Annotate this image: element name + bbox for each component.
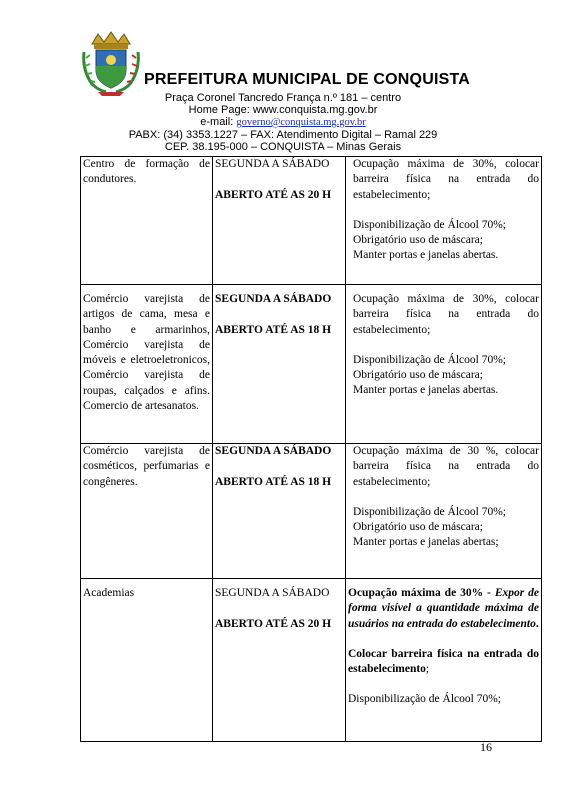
table-row: [81, 579, 542, 742]
rule-item: Obrigatório uso de máscara;: [353, 234, 483, 247]
schedule-cell: [213, 285, 346, 444]
schedule-cell: [213, 444, 346, 579]
rules-cell: [346, 285, 542, 444]
cep-line: CEP. 38.195-000 – CONQUISTA – Minas Gerais: [164, 141, 402, 153]
rules-cell: [346, 579, 542, 742]
days-text: SEGUNDA A SÁBADO: [215, 445, 332, 457]
activity-cell: [81, 579, 213, 742]
rules-cell: [346, 444, 542, 579]
activity-text: Academias: [83, 587, 135, 599]
rule-end-text: .: [535, 617, 539, 630]
rule-main-text: Ocupação máxima de 30%, colocar barreira física na entrada do estabelecimento;: [353, 293, 539, 336]
activity-cell: [81, 157, 213, 285]
rule-barrier-end: ;: [425, 663, 430, 676]
rule-item: Obrigatório uso de máscara;: [353, 521, 483, 534]
rule-item: Manter portas e janelas abertas.: [353, 384, 499, 397]
rule-item: Obrigatório uso de máscara;: [353, 369, 483, 382]
email-link[interactable]: governo@conquista.mg.gov.br: [236, 117, 366, 128]
schedule-cell: [213, 579, 346, 742]
rule-main-text: [348, 586, 539, 632]
rule-main-text: Ocupação máxima de 30%, colocar barreira física na entrada do estabelecimento;: [353, 158, 539, 201]
rules-table: [80, 156, 542, 742]
address-line: Praça Coronel Tancredo França n.º 181 – centro: [164, 92, 402, 104]
rule-italic-text: Expor de forma visível a quantidade máxima de usuários na entrada do estabelecimento: [348, 587, 539, 630]
letterhead: [0, 0, 566, 160]
activity-cell: [81, 444, 213, 579]
table-row: [81, 285, 542, 444]
page-title: PREFEITURA MUNICIPAL DE CONQUISTA: [144, 71, 471, 88]
rule-item: Disponibilização de Álcool 70%;: [353, 353, 506, 366]
homepage-line: Home Page: www.conquista.mg.gov.br: [188, 104, 378, 116]
table-row: [81, 157, 542, 285]
activity-cell: [81, 285, 213, 444]
activity-text: Centro de formação de condutores.: [83, 158, 210, 186]
rule-item: Disponibilização de Álcool 70%;: [353, 218, 506, 231]
rules-cell: [346, 157, 542, 285]
rule-main-text: Ocupação máxima de 30 %, colocar barreira física na entrada do estabelecimento;: [353, 445, 539, 488]
activity-text: Comércio varejista de artigos de cama, mesa e banho e armarinhos, Comércio varejista de móveis e eletroeletronicos, Comércio varejista de roupas, calçados e afins. Comercio de artesanatos.: [83, 293, 210, 413]
rule-item: Manter portas e janelas abertas;: [353, 536, 499, 549]
table-row: [81, 444, 542, 579]
rule-barrier-text: [348, 647, 539, 678]
rule-item: Disponibilização de Álcool 70%;: [353, 505, 506, 518]
page-number: 16: [480, 740, 492, 754]
activity-text: Comércio varejista de cosméticos, perfumarias e congêneres.: [83, 445, 210, 488]
days-text: SEGUNDA A SÁBADO: [215, 587, 330, 599]
schedule-cell: [213, 157, 346, 285]
hours-text: ABERTO ATÉ AS 18 H: [215, 476, 332, 489]
rule-bold-text: Ocupação máxima de 30% -: [348, 587, 495, 599]
email-line: [0, 116, 566, 128]
hours-text: ABERTO ATÉ AS 20 H: [215, 618, 332, 631]
rule-item: Disponibilização de Álcool 70%;: [348, 693, 501, 706]
rule-item: Manter portas e janelas abertas.: [353, 249, 499, 262]
rule-barrier-bold: Colocar barreira física na entrada do estabelecimento: [348, 647, 539, 676]
hours-text: ABERTO ATÉ AS 20 H: [215, 189, 332, 202]
days-text: SEGUNDA A SÁBADO: [215, 158, 330, 170]
phone-line: PABX: (34) 3353.1227 – FAX: Atendimento Digital – Ramal 229: [128, 129, 438, 141]
days-text: SEGUNDA A SÁBADO: [215, 293, 332, 305]
email-label: e-mail:: [200, 116, 237, 128]
hours-text: ABERTO ATÉ AS 18 H: [215, 324, 332, 337]
municipal-crest-icon: [80, 30, 142, 96]
